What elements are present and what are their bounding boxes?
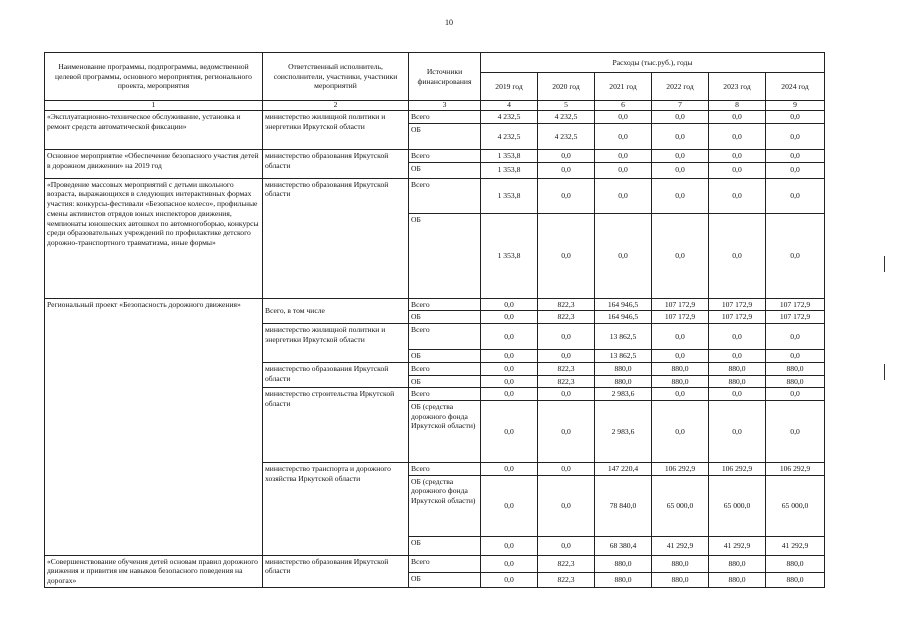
value-cell: 880,0 bbox=[652, 572, 709, 587]
value-cell: 880,0 bbox=[766, 555, 825, 572]
column-number: 4 bbox=[481, 101, 538, 111]
value-cell: 880,0 bbox=[652, 375, 709, 388]
value-cell: 1 353,8 bbox=[481, 178, 538, 213]
value-cell: 13 862,5 bbox=[595, 350, 652, 363]
value-cell: 0,0 bbox=[595, 111, 652, 124]
value-cell: 13 862,5 bbox=[595, 324, 652, 350]
header-name: Наименование программы, подпрограммы, ведомственной целевой программы, основного мероприятия, регионального проекта, мероприятия bbox=[45, 53, 263, 101]
value-cell: 0,0 bbox=[766, 162, 825, 178]
source-cell: Всего bbox=[409, 388, 481, 401]
executor-name: министерство образования Иркутской области bbox=[263, 555, 409, 587]
header-year: 2024 год bbox=[766, 73, 825, 101]
source-cell: ОБ bbox=[409, 536, 481, 555]
source-cell: ОБ bbox=[409, 350, 481, 363]
header-expenses: Расходы (тыс.руб.), годы bbox=[481, 53, 825, 73]
value-cell: 822,3 bbox=[538, 375, 595, 388]
value-cell: 0,0 bbox=[652, 324, 709, 350]
source-cell: Всего bbox=[409, 555, 481, 572]
value-cell: 0,0 bbox=[709, 324, 766, 350]
source-cell: ОБ (средства дорожного фонда Иркутской области) bbox=[409, 475, 481, 536]
value-cell: 0,0 bbox=[709, 178, 766, 213]
table-row bbox=[45, 150, 825, 163]
value-cell: 1 353,8 bbox=[481, 150, 538, 163]
value-cell: 0,0 bbox=[652, 178, 709, 213]
executor-name: министерство образования Иркутской области bbox=[263, 178, 409, 298]
column-number: 3 bbox=[409, 101, 481, 111]
table-row bbox=[45, 111, 825, 124]
value-cell: 0,0 bbox=[538, 536, 595, 555]
value-cell: 822,3 bbox=[538, 298, 595, 311]
value-cell: 0,0 bbox=[709, 124, 766, 150]
value-cell: 0,0 bbox=[652, 150, 709, 163]
executor-name: министерство строительства Иркутской области bbox=[263, 388, 409, 463]
executor-name: министерство образования Иркутской области bbox=[263, 150, 409, 179]
table-row bbox=[45, 178, 825, 213]
value-cell: 822,3 bbox=[538, 311, 595, 324]
value-cell: 880,0 bbox=[595, 555, 652, 572]
column-number: 8 bbox=[709, 101, 766, 111]
value-cell: 880,0 bbox=[766, 572, 825, 587]
value-cell: 0,0 bbox=[766, 350, 825, 363]
value-cell: 1 353,8 bbox=[481, 213, 538, 298]
value-cell: 880,0 bbox=[595, 375, 652, 388]
column-number: 9 bbox=[766, 101, 825, 111]
value-cell: 107 172,9 bbox=[709, 298, 766, 311]
column-number: 2 bbox=[263, 101, 409, 111]
value-cell: 0,0 bbox=[709, 213, 766, 298]
value-cell: 0,0 bbox=[652, 162, 709, 178]
budget-table bbox=[44, 52, 825, 588]
value-cell: 4 232,5 bbox=[481, 124, 538, 150]
value-cell: 0,0 bbox=[709, 388, 766, 401]
column-number: 5 bbox=[538, 101, 595, 111]
value-cell: 880,0 bbox=[766, 375, 825, 388]
value-cell: 0,0 bbox=[481, 388, 538, 401]
value-cell: 822,3 bbox=[538, 555, 595, 572]
source-cell: Всего bbox=[409, 111, 481, 124]
value-cell: 880,0 bbox=[709, 555, 766, 572]
value-cell: 0,0 bbox=[595, 213, 652, 298]
value-cell: 164 946,5 bbox=[595, 311, 652, 324]
value-cell: 68 380,4 bbox=[595, 536, 652, 555]
value-cell: 822,3 bbox=[538, 362, 595, 375]
value-cell: 0,0 bbox=[766, 401, 825, 463]
table-row bbox=[45, 298, 825, 311]
value-cell: 0,0 bbox=[481, 298, 538, 311]
value-cell: 0,0 bbox=[481, 375, 538, 388]
header-year: 2020 год bbox=[538, 73, 595, 101]
value-cell: 107 172,9 bbox=[652, 298, 709, 311]
value-cell: 0,0 bbox=[481, 572, 538, 587]
executor-name: министерство транспорта и дорожного хозяйства Иркутской области bbox=[263, 463, 409, 556]
value-cell: 0,0 bbox=[652, 350, 709, 363]
value-cell: 0,0 bbox=[652, 124, 709, 150]
value-cell: 107 172,9 bbox=[709, 311, 766, 324]
source-cell: Всего bbox=[409, 362, 481, 375]
value-cell: 0,0 bbox=[538, 324, 595, 350]
value-cell: 0,0 bbox=[481, 324, 538, 350]
value-cell: 0,0 bbox=[766, 111, 825, 124]
header-source: Источники финансирования bbox=[409, 53, 481, 101]
value-cell: 147 220,4 bbox=[595, 463, 652, 476]
value-cell: 0,0 bbox=[652, 213, 709, 298]
value-cell: 880,0 bbox=[652, 362, 709, 375]
value-cell: 0,0 bbox=[652, 388, 709, 401]
margin-mark bbox=[884, 256, 885, 272]
value-cell: 0,0 bbox=[481, 362, 538, 375]
value-cell: 4 232,5 bbox=[538, 124, 595, 150]
margin-mark bbox=[884, 364, 885, 380]
source-cell: Всего bbox=[409, 298, 481, 311]
value-cell: 0,0 bbox=[595, 124, 652, 150]
value-cell: 0,0 bbox=[538, 162, 595, 178]
value-cell: 0,0 bbox=[481, 350, 538, 363]
value-cell: 106 292,9 bbox=[709, 463, 766, 476]
value-cell: 78 840,0 bbox=[595, 475, 652, 536]
executor-name: министерство жилищной политики и энергетики Иркутской области bbox=[263, 324, 409, 363]
header-year: 2022 год bbox=[652, 73, 709, 101]
header-year: 2023 год bbox=[709, 73, 766, 101]
value-cell: 0,0 bbox=[709, 150, 766, 163]
value-cell: 0,0 bbox=[709, 162, 766, 178]
source-cell: ОБ bbox=[409, 162, 481, 178]
value-cell: 106 292,9 bbox=[652, 463, 709, 476]
value-cell: 880,0 bbox=[595, 362, 652, 375]
source-cell: ОБ (средства дорожного фонда Иркутской области) bbox=[409, 401, 481, 463]
value-cell: 106 292,9 bbox=[766, 463, 825, 476]
value-cell: 0,0 bbox=[595, 162, 652, 178]
activity-name: Основное мероприятие «Обеспечение безопасного участия детей в дорожном движении» на 2019 год bbox=[45, 150, 263, 179]
value-cell: 0,0 bbox=[538, 350, 595, 363]
value-cell: 0,0 bbox=[766, 124, 825, 150]
value-cell: 880,0 bbox=[709, 362, 766, 375]
value-cell: 0,0 bbox=[709, 401, 766, 463]
value-cell: 65 000,0 bbox=[709, 475, 766, 536]
value-cell: 41 292,9 bbox=[709, 536, 766, 555]
value-cell: 0,0 bbox=[595, 178, 652, 213]
value-cell: 0,0 bbox=[538, 401, 595, 463]
executor-name: министерство жилищной политики и энергетики Иркутской области bbox=[263, 111, 409, 150]
source-cell: Всего bbox=[409, 324, 481, 350]
value-cell: 0,0 bbox=[595, 150, 652, 163]
header-year: 2019 год bbox=[481, 73, 538, 101]
source-cell: ОБ bbox=[409, 213, 481, 298]
value-cell: 0,0 bbox=[538, 463, 595, 476]
value-cell: 41 292,9 bbox=[652, 536, 709, 555]
executor-name: министерство образования Иркутской области bbox=[263, 362, 409, 387]
value-cell: 1 353,8 bbox=[481, 162, 538, 178]
activity-name: «Эксплуатационно-техническое обслуживание, установка и ремонт средств автоматической фиксации» bbox=[45, 111, 263, 150]
value-cell: 880,0 bbox=[709, 375, 766, 388]
source-cell: ОБ bbox=[409, 572, 481, 587]
column-number: 6 bbox=[595, 101, 652, 111]
table-row bbox=[45, 555, 825, 572]
value-cell: 107 172,9 bbox=[766, 311, 825, 324]
value-cell: 4 232,5 bbox=[481, 111, 538, 124]
header-year: 2021 год bbox=[595, 73, 652, 101]
value-cell: 4 232,5 bbox=[538, 111, 595, 124]
value-cell: 0,0 bbox=[538, 213, 595, 298]
source-cell: ОБ bbox=[409, 124, 481, 150]
value-cell: 0,0 bbox=[652, 111, 709, 124]
value-cell: 0,0 bbox=[766, 388, 825, 401]
value-cell: 0,0 bbox=[538, 150, 595, 163]
value-cell: 0,0 bbox=[481, 536, 538, 555]
value-cell: 880,0 bbox=[766, 362, 825, 375]
value-cell: 0,0 bbox=[652, 401, 709, 463]
value-cell: 0,0 bbox=[766, 178, 825, 213]
value-cell: 65 000,0 bbox=[652, 475, 709, 536]
value-cell: 0,0 bbox=[538, 475, 595, 536]
source-cell: Всего bbox=[409, 178, 481, 213]
source-cell: ОБ bbox=[409, 311, 481, 324]
column-number: 7 bbox=[652, 101, 709, 111]
activity-name: Региональный проект «Безопасность дорожного движения» bbox=[45, 298, 263, 555]
value-cell: 0,0 bbox=[766, 150, 825, 163]
activity-name: «Совершенствование обучения детей основам правил дорожного движения и привития им навыков безопасного поведения на дорогах» bbox=[45, 555, 263, 587]
value-cell: 880,0 bbox=[709, 572, 766, 587]
value-cell: 0,0 bbox=[481, 555, 538, 572]
value-cell: 880,0 bbox=[652, 555, 709, 572]
executor-name: Всего, в том числе bbox=[263, 298, 409, 323]
page-number: 10 bbox=[445, 18, 453, 27]
value-cell: 107 172,9 bbox=[766, 298, 825, 311]
value-cell: 0,0 bbox=[766, 213, 825, 298]
header-executor: Ответственный исполнитель, соисполнители, участники, участники мероприятий bbox=[263, 53, 409, 101]
column-number: 1 bbox=[45, 101, 263, 111]
value-cell: 164 946,5 bbox=[595, 298, 652, 311]
value-cell: 0,0 bbox=[481, 401, 538, 463]
value-cell: 0,0 bbox=[709, 111, 766, 124]
value-cell: 65 000,0 bbox=[766, 475, 825, 536]
value-cell: 2 983,6 bbox=[595, 388, 652, 401]
value-cell: 880,0 bbox=[595, 572, 652, 587]
value-cell: 0,0 bbox=[481, 311, 538, 324]
value-cell: 0,0 bbox=[481, 463, 538, 476]
value-cell: 0,0 bbox=[481, 475, 538, 536]
source-cell: Всего bbox=[409, 150, 481, 163]
value-cell: 41 292,9 bbox=[766, 536, 825, 555]
activity-name: «Проведение массовых мероприятий с детьми школьного возраста, выражающихся в следующих интерактивных формах участия: конкурсы-фестивали «Безопасное колесо», профильные смены активистов отрядов юных инспекторов движения, чемпионаты юношеских автошкол по автомногоборью, конкурсы среди образовательных учреждений по профилактике детского дорожно-транспортного травматизма, иные формы» bbox=[45, 178, 263, 298]
value-cell: 107 172,9 bbox=[652, 311, 709, 324]
value-cell: 0,0 bbox=[538, 388, 595, 401]
value-cell: 822,3 bbox=[538, 572, 595, 587]
value-cell: 0,0 bbox=[766, 324, 825, 350]
value-cell: 2 983,6 bbox=[595, 401, 652, 463]
value-cell: 0,0 bbox=[538, 178, 595, 213]
source-cell: Всего bbox=[409, 463, 481, 476]
value-cell: 0,0 bbox=[709, 350, 766, 363]
source-cell: ОБ bbox=[409, 375, 481, 388]
